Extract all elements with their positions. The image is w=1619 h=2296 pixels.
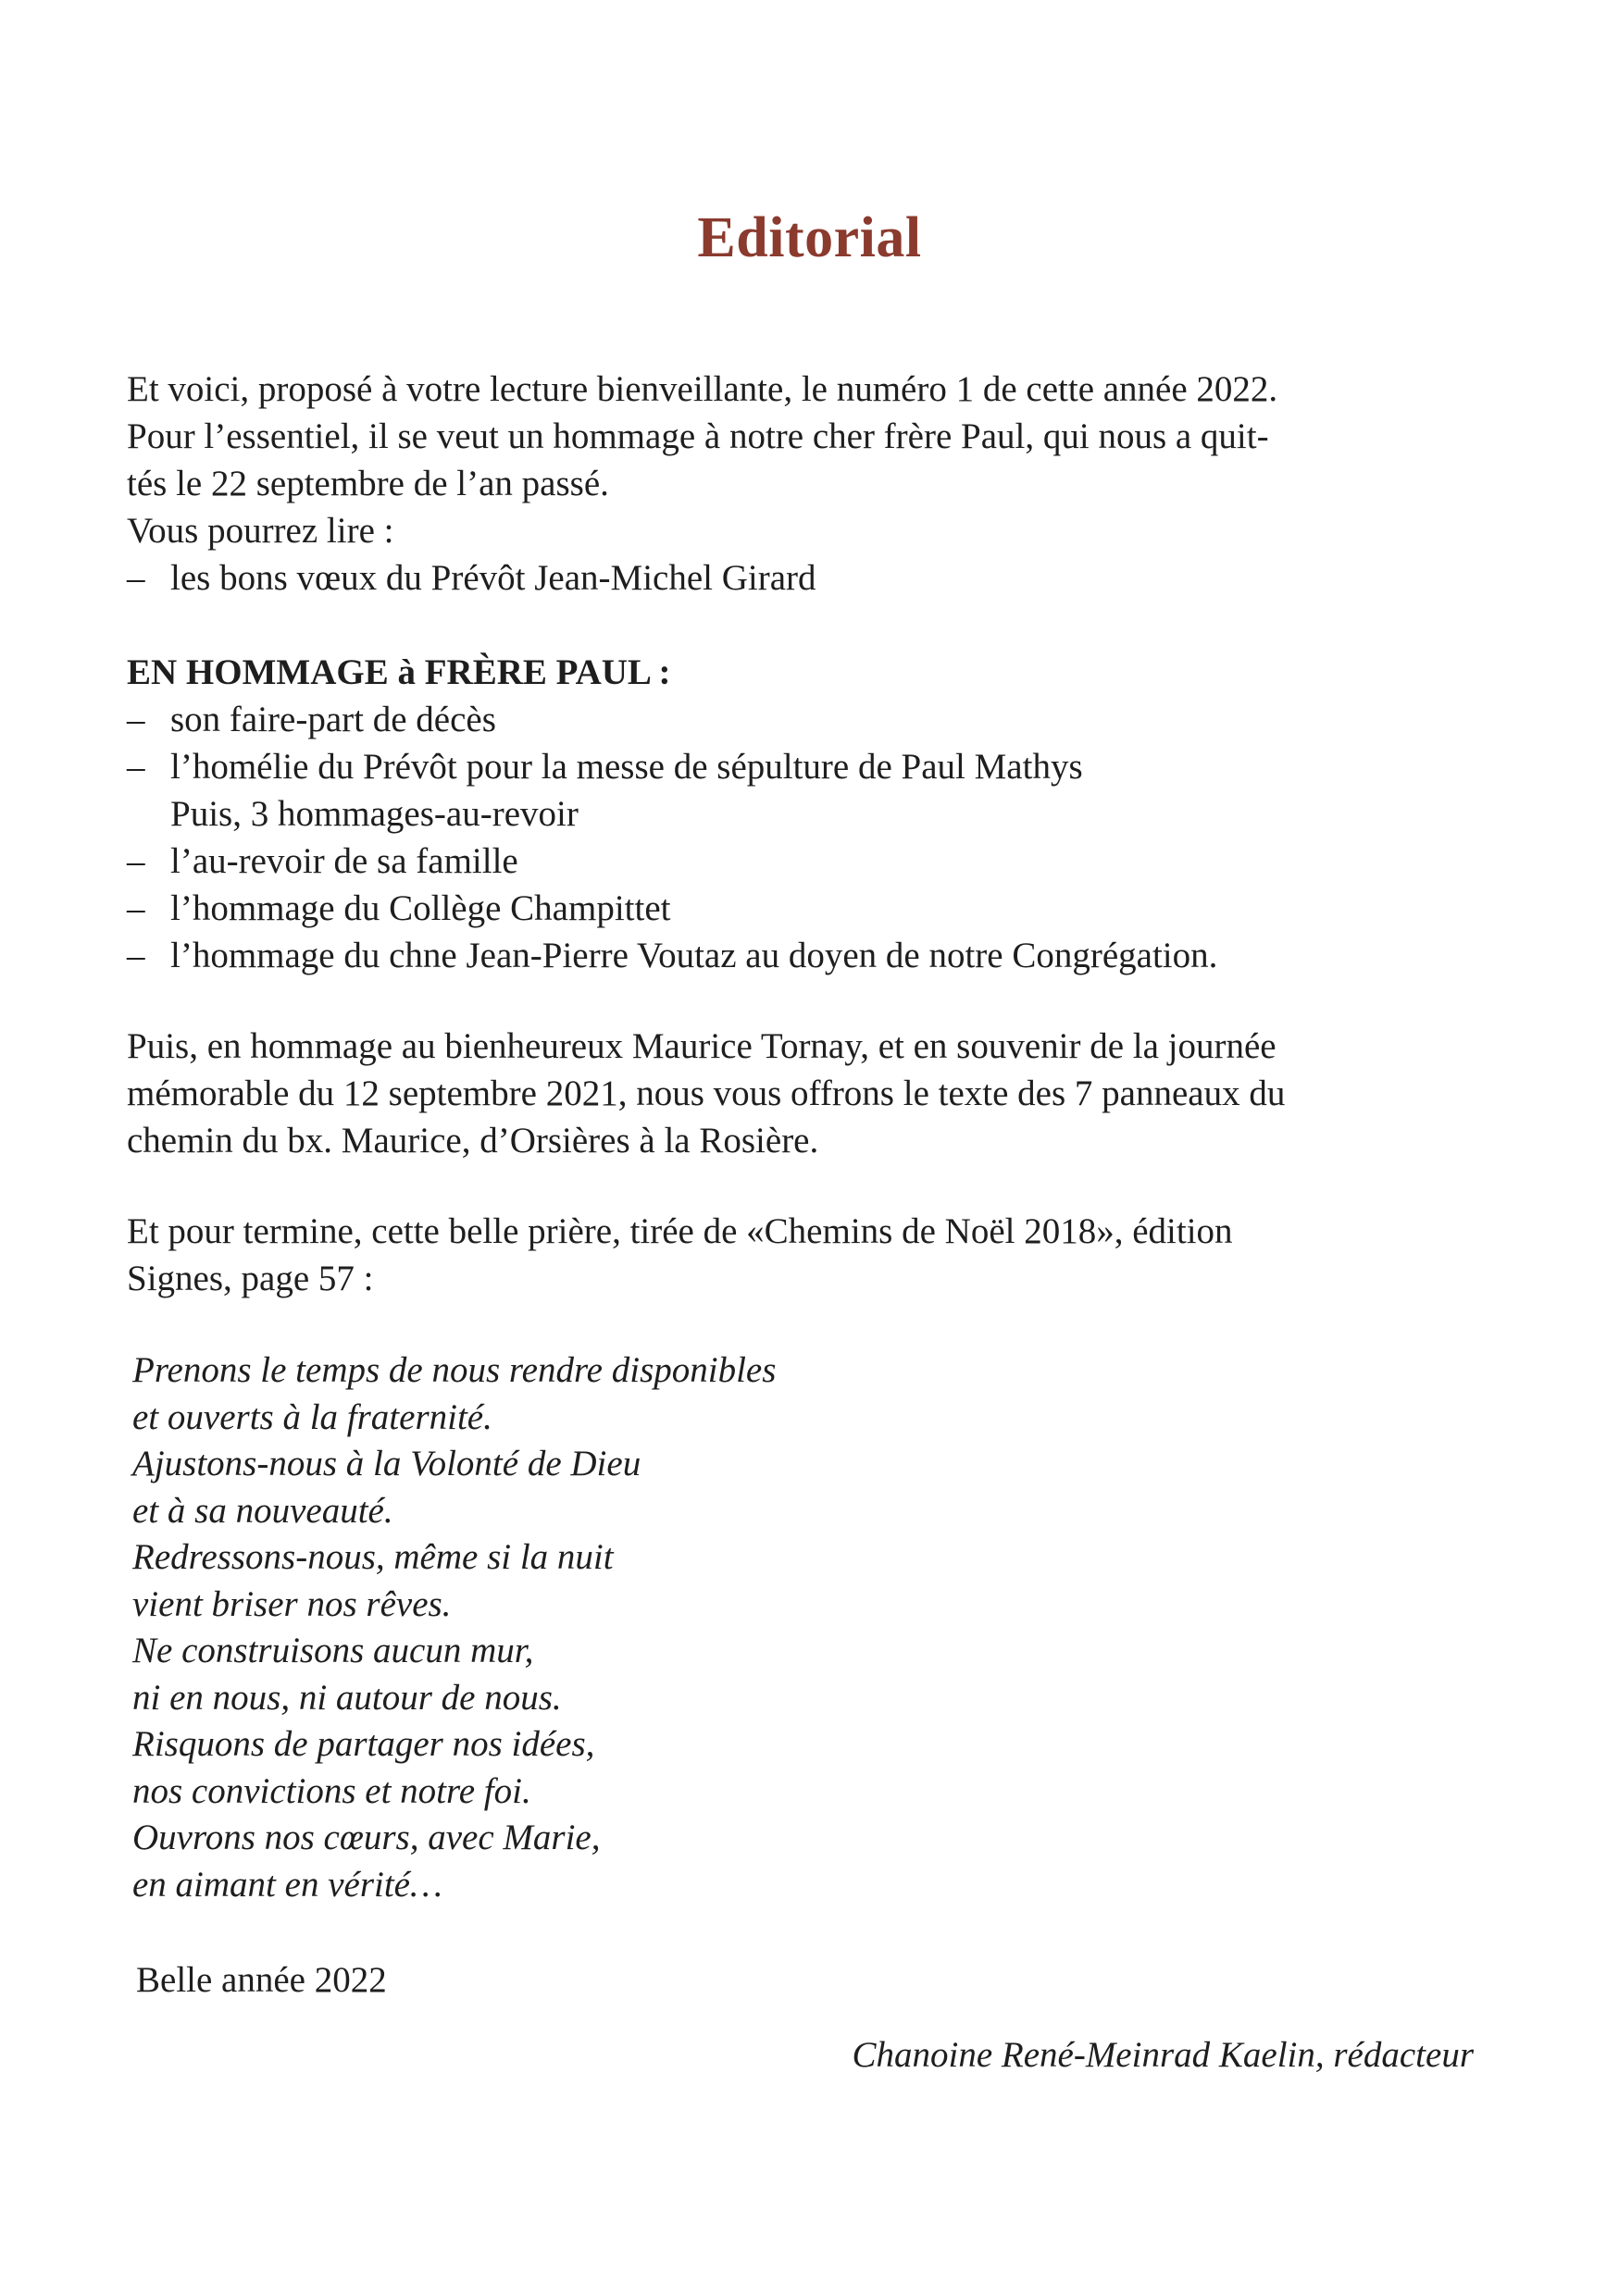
prayer-intro-line: Et pour termine, cette belle prière, tirée de «Chemins de Noël 2018», édition <box>127 1211 1233 1251</box>
signature: Chanoine René-Meinrad Kaelin, rédacteur <box>852 2035 1474 2075</box>
prayer-poem <box>127 1347 1478 1908</box>
poem-line: Ajustons-nous à la Volonté de Dieu <box>132 1444 641 1483</box>
poem-line: Redressons-nous, même si la nuit <box>132 1537 614 1577</box>
hommage-heading: EN HOMMAGE à FRÈRE PAUL : <box>127 652 671 692</box>
poem-line: nos convictions et notre foi. <box>132 1770 531 1811</box>
poem-line: Risquons de partager nos idées, <box>132 1724 595 1764</box>
editorial-body <box>127 366 1478 2004</box>
poem-line: vient briser nos rêves. <box>132 1583 452 1624</box>
list-item: – l’au-revoir de sa famille <box>127 841 518 881</box>
poem-line: Ouvrons nos cœurs, avec Marie, <box>132 1818 601 1857</box>
list-item: – l’hommage du chne Jean-Pierre Voutaz au doyen de notre Congrégation. <box>127 936 1218 975</box>
list-item: – l’homélie du Prévôt pour la messe de sépulture de Paul Mathys <box>127 747 1083 787</box>
list-item: – l’hommage du Collège Champittet <box>127 888 671 928</box>
intro-line: Pour l’essentiel, il se veut un hommage à notre cher frère Paul, qui nous a quit- <box>127 416 1269 456</box>
prayer-intro-line: Signes, page 57 : <box>127 1259 374 1298</box>
intro-list <box>127 554 1478 602</box>
hommage-list <box>127 696 1478 790</box>
hommage-list-continued <box>127 838 1478 979</box>
tornay-line: Puis, en hommage au bienheureux Maurice Tornay, et en souvenir de la journée <box>127 1026 1277 1066</box>
poem-line: en aimant en vérité… <box>132 1864 442 1905</box>
closing-greeting: Belle année 2022 <box>136 1960 387 2000</box>
page-title: Editorial <box>697 206 922 269</box>
poem-line: Prenons le temps de nous rendre disponibles <box>132 1350 777 1390</box>
poem-line: ni en nous, ni autour de nous. <box>132 1677 562 1718</box>
intro-line: Et voici, proposé à votre lecture bienveillante, le numéro 1 de cette année 2022. <box>127 369 1278 409</box>
hommage-subline: Puis, 3 hommages-au-revoir <box>170 794 579 834</box>
tornay-line: mémorable du 12 septembre 2021, nous vous offrons le texte des 7 panneaux du <box>127 1074 1286 1113</box>
intro-line: Vous pourrez lire : <box>127 511 394 551</box>
poem-line: et ouverts à la fraternité. <box>132 1396 492 1437</box>
list-item: – les bons vœux du Prévôt Jean-Michel Girard <box>127 558 816 598</box>
tornay-line: chemin du bx. Maurice, d’Orsières à la Rosière. <box>127 1121 819 1160</box>
poem-line: et à sa nouveauté. <box>132 1490 393 1531</box>
list-item: – son faire-part de décès <box>127 700 496 739</box>
intro-line: tés le 22 septembre de l’an passé. <box>127 464 609 503</box>
poem-line: Ne construisons aucun mur, <box>132 1631 534 1670</box>
